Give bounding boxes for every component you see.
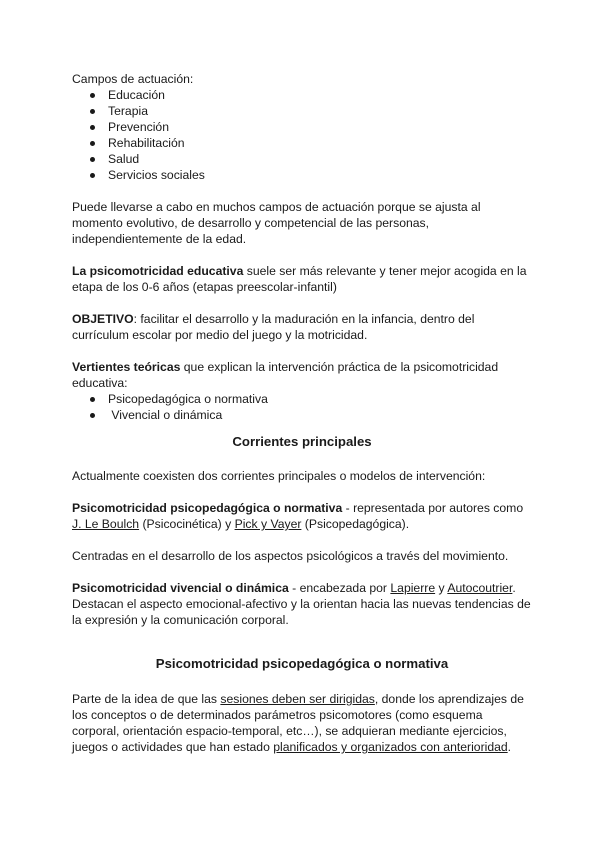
list-item: Salud: [72, 151, 532, 167]
centradas-paragraph: Centradas en el desarrollo de los aspectos psicológicos a través del movimiento.: [72, 549, 509, 563]
vertientes-paragraph: [72, 359, 532, 391]
normativa-text: .: [507, 740, 512, 754]
vivencial-bold: Psicomotricidad vivencial o dinámica: [72, 581, 289, 595]
list-item: Rehabilitación: [72, 135, 532, 151]
psicopedagogica-text: - representada por autores como: [342, 501, 524, 515]
underlined-sesiones: sesiones deben ser dirigidas: [220, 692, 375, 706]
campos-title: Campos de actuación:: [72, 72, 194, 86]
author-link-le-boulch[interactable]: J. Le Boulch: [72, 517, 140, 531]
normativa-text: Parte de la idea de que las: [72, 692, 221, 706]
vertientes-text: que explican la intervención práctica de la psicomotricidad educativa:: [72, 360, 499, 390]
normativa-heading: Psicomotricidad psicopedagógica o normativa: [155, 656, 449, 671]
list-item: Terapia: [72, 103, 532, 119]
list-item: Vivencial o dinámica: [72, 407, 532, 423]
document-page: [72, 71, 532, 755]
psicopedagogica-paragraph: [72, 500, 532, 532]
list-item: Servicios sociales: [72, 167, 532, 183]
psicopedagogica-text: (Psicopedagógica).: [301, 517, 410, 531]
list-item: Psicopedagógica o normativa: [72, 391, 532, 407]
educativa-paragraph: [72, 263, 532, 295]
list-item: Prevención: [72, 119, 532, 135]
vivencial-paragraph: [72, 580, 532, 628]
objetivo-text: : facilitar el desarrollo y la maduración en la infancia, dentro del currículum escolar por medio del juego y la motricidad.: [72, 312, 475, 342]
corrientes-heading: Corrientes principales: [232, 434, 372, 449]
intro-paragraph: Puede llevarse a cabo en muchos campos de actuación porque se ajusta al momento evolutivo, de desarrollo y competencial de las personas, independientemente de la edad.: [72, 200, 481, 246]
author-link-autocoutrier[interactable]: Autocoutrier: [447, 581, 513, 595]
list-item: Educación: [72, 87, 532, 103]
normativa-text: , donde los aprendizajes de los conceptos o de determinados parámetros psicomotores (como esquema corporal, orientación espacio-temporal, etc…), se adquieran mediante ejercicios, juegos o actividades que han estado: [72, 692, 524, 754]
author-link-pick-vayer[interactable]: Pick y Vayer: [234, 517, 302, 531]
vivencial-text: - encabezada por: [288, 581, 391, 595]
underlined-planificados: planificados y organizados con anterioridad: [273, 740, 508, 754]
author-link-lapierre[interactable]: Lapierre: [390, 581, 436, 595]
objetivo-paragraph: [72, 311, 532, 343]
vertientes-list: [72, 391, 532, 423]
educativa-bold: La psicomotricidad educativa: [72, 264, 244, 278]
vivencial-text: y: [435, 581, 448, 595]
vivencial-text: . Destacan el aspecto emocional-afectivo y la orientan hacia las nuevas tendencias de la expresión y la comunicación corporal.: [72, 581, 531, 627]
psicopedagogica-text: (Psicocinética) y: [139, 517, 235, 531]
corrientes-intro: Actualmente coexisten dos corrientes principales o modelos de intervención:: [72, 469, 486, 483]
vertientes-bold: Vertientes teóricas: [72, 360, 181, 374]
campos-list: [72, 87, 532, 183]
objetivo-bold: OBJETIVO: [72, 312, 134, 326]
educativa-text: suele ser más relevante y tener mejor acogida en la etapa de los 0-6 años (etapas preescolar-infantil): [72, 264, 527, 294]
normativa-paragraph: [72, 691, 532, 755]
psicopedagogica-bold: Psicomotricidad psicopedagógica o normativa: [72, 501, 343, 515]
